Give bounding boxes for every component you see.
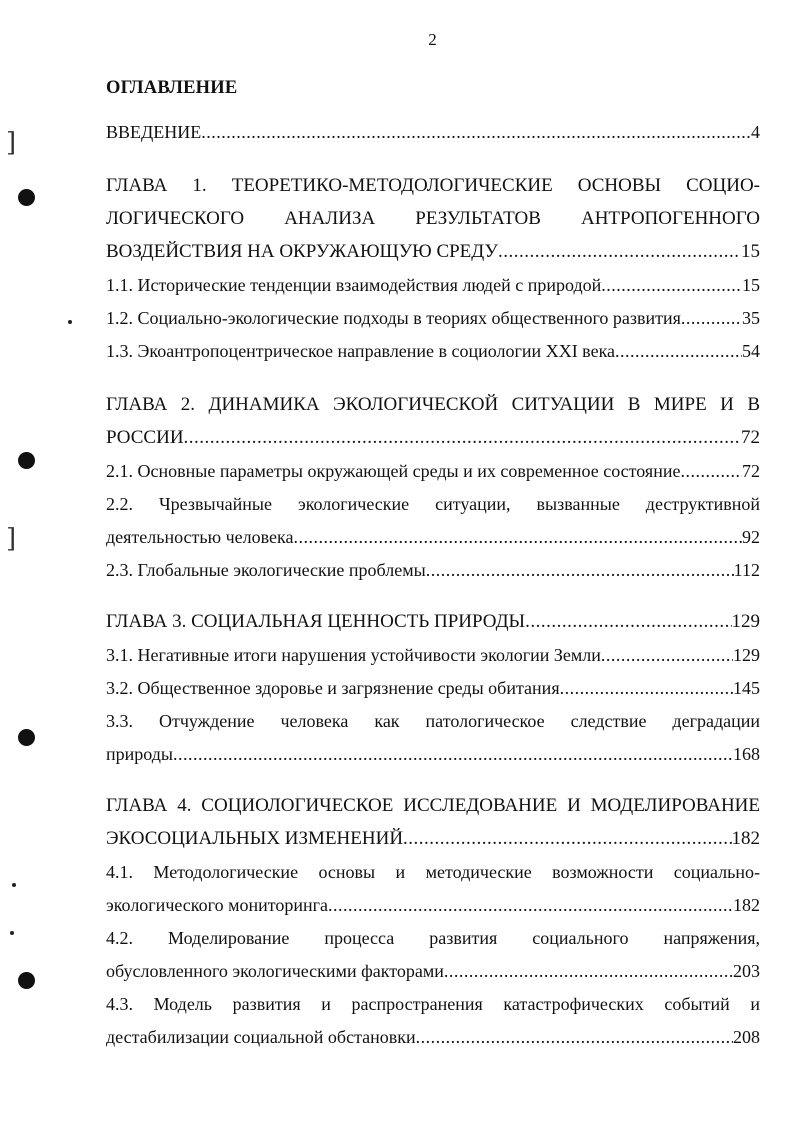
dot-leader (328, 894, 733, 916)
dot-leader (601, 274, 742, 296)
scan-speck (12, 883, 16, 887)
toc-entry-3-3-line-2[interactable]: природы ..... 168 (106, 743, 760, 765)
toc-entry-4-1-line-1[interactable]: 4.1. Методологические основы и методические возможности социально- (106, 862, 760, 882)
scan-speck (68, 320, 72, 324)
toc-title: ОГЛАВЛЕНИЕ (106, 78, 238, 98)
binder-hole (18, 729, 35, 746)
chapter-4-title-line-2[interactable]: ЭКОСОЦИАЛЬНЫХ ИЗМЕНЕНИЙ ..... 182 (106, 828, 760, 850)
dot-leader (426, 559, 734, 581)
toc-entry-3-2[interactable]: 3.2. Общественное здоровье и загрязнение среды обитания ..... 145 (106, 677, 760, 699)
margin-bracket-mark: ] (6, 524, 17, 554)
chapter-1-title-line-2[interactable]: ЛОГИЧЕСКОГО АНАЛИЗА РЕЗУЛЬТАТОВ АНТРОПОГЕННОГО (106, 208, 760, 229)
toc-entry-2-2-line-1[interactable]: 2.2. Чрезвычайные экологические ситуации, вызванные деструктивной (106, 494, 760, 514)
dot-leader (525, 611, 731, 633)
binder-hole (18, 452, 35, 469)
toc-entry-4-3-line-1[interactable]: 4.3. Модель развития и распространения катастрофических событий и (106, 994, 760, 1014)
dot-leader (681, 307, 742, 329)
scan-speck (10, 931, 14, 935)
dot-leader (498, 241, 741, 263)
toc-entry-label: ВВЕДЕНИЕ (106, 122, 202, 142)
chapter-3-title[interactable]: ГЛАВА 3. СОЦИАЛЬНАЯ ЦЕННОСТЬ ПРИРОДЫ ..... 129 (106, 611, 760, 633)
toc-entry-4-1-line-2[interactable]: экологического мониторинга ..... 182 (106, 894, 760, 916)
binder-hole (18, 972, 35, 989)
toc-entry-2-2-line-2[interactable]: деятельностью человека ..... 92 (106, 526, 760, 548)
toc-entry-1-3[interactable]: 1.3. Экоантропоцентрическое направление в социологии XXI века ..... 54 (106, 340, 760, 362)
margin-bracket-mark: ] (6, 128, 17, 158)
toc-entry-1-1[interactable]: 1.1. Исторические тенденции взаимодействия людей с природой ..... 15 (106, 274, 760, 296)
chapter-4-title-line-1[interactable]: ГЛАВА 4. СОЦИОЛОГИЧЕСКОЕ ИССЛЕДОВАНИЕ И МОДЕЛИРОВАНИЕ (106, 795, 760, 816)
chapter-2-title-line-1[interactable]: ГЛАВА 2. ДИНАМИКА ЭКОЛОГИЧЕСКОЙ СИТУАЦИИ В МИРЕ И В (106, 394, 760, 415)
toc-entry-2-1[interactable]: 2.1. Основные параметры окружающей среды и их современное состояние ..... 72 (106, 460, 760, 482)
dot-leader (173, 743, 733, 765)
chapter-1-title-line-1[interactable]: ГЛАВА 1. ТЕОРЕТИКО-МЕТОДОЛОГИЧЕСКИЕ ОСНОВЫ СОЦИО- (106, 175, 760, 196)
dot-leader (560, 677, 733, 699)
toc-entry-intro[interactable] (106, 121, 760, 143)
dot-leader (403, 828, 731, 850)
toc-entry-4-2-line-1[interactable]: 4.2. Моделирование процесса развития социального напряжения, (106, 928, 760, 948)
page-number: 2 (428, 30, 437, 49)
toc-entry-page: 15 (741, 241, 760, 262)
dot-leader (201, 121, 751, 143)
toc-entry-3-3-line-1[interactable]: 3.3. Отчуждение человека как патологическое следствие деградации (106, 711, 760, 731)
toc-entry-3-1[interactable]: 3.1. Негативные итоги нарушения устойчивости экологии Земли ..... 129 (106, 644, 760, 666)
dot-leader (293, 526, 742, 548)
toc-entry-1-2[interactable]: 1.2. Социально-экологические подходы в теориях общественного развития ..... 35 (106, 307, 760, 329)
chapter-1-title-line-3[interactable]: ВОЗДЕЙСТВИЯ НА ОКРУЖАЮЩУЮ СРЕДУ ..... 15 (106, 241, 760, 263)
dot-leader (444, 960, 733, 982)
dot-leader (601, 644, 733, 666)
binder-hole (18, 189, 35, 206)
chapter-2-title-line-2[interactable]: РОССИИ ..... 72 (106, 427, 760, 449)
dot-leader (615, 340, 742, 362)
toc-entry-4-3-line-2[interactable]: дестабилизации социальной обстановки ..... 208 (106, 1026, 760, 1048)
toc-entry-2-3[interactable]: 2.3. Глобальные экологические проблемы ..... 112 (106, 559, 760, 581)
dot-leader (416, 1026, 733, 1048)
toc-entry-page: 4 (751, 122, 760, 142)
dot-leader (680, 460, 742, 482)
toc-entry-4-2-line-2[interactable]: обусловленного экологическими факторами ..... 203 (106, 960, 760, 982)
dot-leader (184, 427, 741, 449)
